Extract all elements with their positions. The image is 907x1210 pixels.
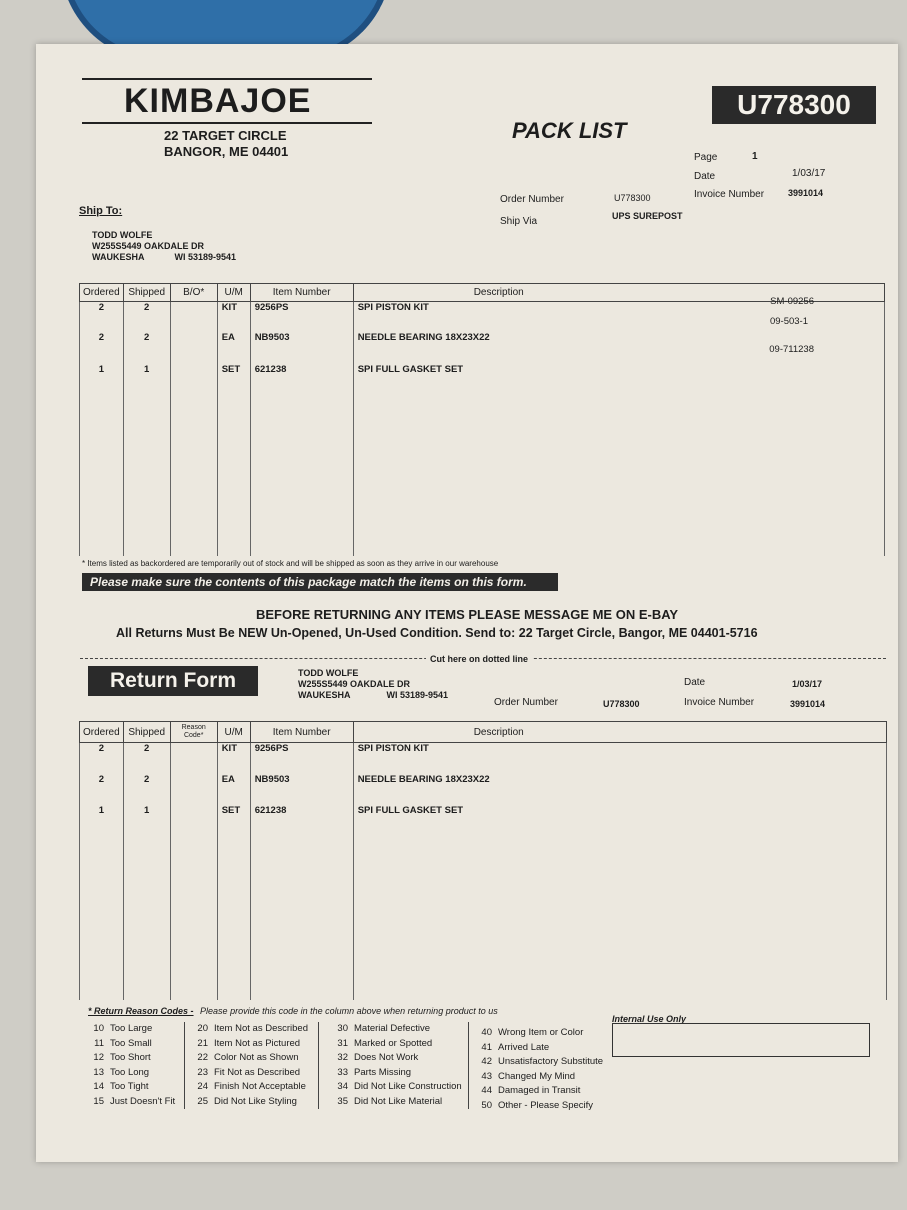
- row-description: SPI PISTON KIT: [353, 743, 886, 774]
- row-ref: 09-503-1: [769, 315, 808, 327]
- reason-code-item: [472, 1055, 622, 1070]
- row-item-number: NB9503: [250, 774, 353, 805]
- reason-code-item: [188, 1022, 318, 1037]
- row-um: KIT: [217, 743, 250, 774]
- reason-code-text: Does Not Work: [354, 1052, 419, 1063]
- row-description: SPI FULL GASKET SET: [353, 805, 886, 1000]
- reason-code-number: 30: [337, 1023, 348, 1034]
- reason-code-item: [84, 1080, 184, 1095]
- row-ref: 09-711238: [769, 343, 814, 355]
- row-description-cell: [353, 343, 884, 556]
- pack-list-table: [79, 283, 885, 556]
- reason-code-item: [84, 1037, 184, 1052]
- reason-codes-title: * Return Reason Codes -: [88, 1006, 194, 1016]
- row-reason-code[interactable]: [170, 774, 217, 805]
- order-number-label: Order Number: [500, 194, 564, 205]
- row-description: NEEDLE BEARING 18X23X22: [357, 331, 490, 343]
- table-row: [80, 743, 887, 774]
- return-invoice-label: Invoice Number: [684, 697, 755, 708]
- table-row: [80, 332, 885, 364]
- row-description: SPI FULL GASKET SET: [357, 363, 464, 375]
- reason-code-item: [472, 1041, 622, 1056]
- ship-to-street: W255S5449 OAKDALE DR: [92, 241, 205, 251]
- row-ordered: 1: [80, 805, 124, 1000]
- returns-notice-line1: BEFORE RETURNING ANY ITEMS PLEASE MESSAGE ME ON E-BAY: [256, 607, 679, 622]
- row-um: KIT: [217, 302, 250, 332]
- return-form-address: [298, 668, 448, 701]
- row-shipped: 1: [123, 805, 170, 1000]
- col-shipped: Shipped: [123, 722, 170, 743]
- reason-code-number: 42: [481, 1056, 492, 1067]
- table-row: [80, 774, 887, 805]
- reason-code-item: [328, 1066, 468, 1081]
- reason-code-text: Too Long: [110, 1066, 150, 1078]
- row-shipped: 2: [123, 302, 170, 332]
- reason-code-number: 50: [481, 1099, 492, 1111]
- reason-code-group: [188, 1022, 319, 1109]
- reason-code-item: [472, 1070, 622, 1085]
- reason-code-number: 24: [197, 1081, 208, 1092]
- reason-code-text: Unsatisfactory Substitute: [498, 1056, 604, 1067]
- return-table: [79, 721, 887, 1000]
- reason-code-item: [328, 1022, 468, 1037]
- row-item-number: 621238: [250, 805, 353, 1000]
- reason-code-item: [472, 1084, 622, 1099]
- col-um: U/M: [217, 722, 250, 743]
- reason-code-number: 44: [481, 1085, 492, 1096]
- reason-code-text: Other - Please Specify: [498, 1099, 594, 1111]
- row-description: NEEDLE BEARING 18X23X22: [353, 774, 886, 805]
- col-bo: B/O*: [170, 284, 217, 302]
- return-form-title: Return Form: [88, 666, 258, 696]
- reason-code-number: 34: [337, 1081, 348, 1092]
- company-address-line1: 22 TARGET CIRCLE: [164, 128, 287, 143]
- reason-code-number: 21: [197, 1037, 208, 1049]
- reason-code-text: Too Short: [110, 1052, 151, 1063]
- invoice-number-label: Invoice Number: [694, 189, 765, 200]
- row-bo: [170, 332, 217, 364]
- reason-codes-heading: [88, 1006, 498, 1016]
- col-shipped: Shipped: [123, 284, 170, 302]
- col-item-number: Item Number: [250, 722, 353, 743]
- reason-code-number: 33: [337, 1066, 348, 1078]
- reason-code-text: Color Not as Shown: [214, 1052, 299, 1063]
- company-address: [164, 128, 288, 160]
- reason-code-item: [328, 1095, 468, 1110]
- date-label: Date: [694, 171, 716, 182]
- row-shipped: 2: [123, 743, 170, 774]
- col-ordered: Ordered: [80, 722, 124, 743]
- reason-code-group: [472, 1026, 622, 1113]
- ship-via-label: Ship Via: [500, 216, 538, 227]
- col-item-number: Item Number: [250, 284, 353, 302]
- reason-code-item: [472, 1026, 622, 1041]
- row-shipped: 1: [123, 364, 170, 556]
- page-label: Page: [694, 152, 718, 163]
- company-logo: KIMBAJOE: [124, 82, 312, 120]
- table-row: [80, 805, 887, 1000]
- row-um: SET: [217, 805, 250, 1000]
- reason-code-item: [472, 1099, 622, 1114]
- reason-code-number: 35: [337, 1095, 348, 1107]
- reason-code-number: 14: [93, 1081, 104, 1092]
- row-ordered: 2: [80, 332, 124, 364]
- company-address-line2: BANGOR, ME 04401: [164, 144, 289, 159]
- reason-code-text: Too Tight: [110, 1081, 149, 1092]
- reason-code-item: [188, 1051, 318, 1066]
- row-reason-code[interactable]: [170, 805, 217, 1000]
- reason-code-number: 11: [94, 1037, 104, 1049]
- return-order-label: Order Number: [494, 697, 558, 708]
- reason-code-item: [188, 1095, 318, 1110]
- return-header-row: [80, 722, 887, 743]
- reason-code-text: Damaged in Transit: [498, 1085, 581, 1096]
- ship-to-name: TODD WOLFE: [92, 230, 153, 240]
- row-item-number: 621238: [250, 364, 353, 556]
- reason-code-text: Changed My Mind: [498, 1070, 576, 1082]
- reason-code-text: Did Not Like Construction: [354, 1081, 462, 1092]
- col-reason-code: Reason Code*: [170, 722, 217, 743]
- ship-via-value: UPS SUREPOST: [612, 211, 683, 221]
- row-reason-code[interactable]: [170, 743, 217, 774]
- reason-code-item: [328, 1051, 468, 1066]
- reason-code-item: [328, 1037, 468, 1052]
- return-date-label: Date: [684, 677, 706, 688]
- reason-code-group: [328, 1022, 469, 1109]
- reason-code-number: 12: [93, 1052, 104, 1063]
- reason-code-text: Material Defective: [354, 1023, 431, 1034]
- internal-use-box: [612, 1023, 870, 1057]
- reason-code-number: 40: [481, 1027, 492, 1038]
- reason-code-text: Did Not Like Styling: [214, 1095, 297, 1107]
- reason-code-number: 13: [93, 1066, 104, 1078]
- logo-rule-bottom: [82, 122, 372, 124]
- reason-codes-table: [84, 1022, 624, 1114]
- date-value: 1/03/17: [792, 168, 826, 179]
- reason-code-text: Too Large: [110, 1023, 153, 1034]
- reason-code-text: Item Not as Described: [214, 1023, 308, 1034]
- pack-list-document: [36, 44, 898, 1162]
- reason-code-text: Fit Not as Described: [214, 1066, 301, 1078]
- returns-notice-line2: All Returns Must Be NEW Un-Opened, Un-Used Condition. Send to: 22 Target Circle, Bangor, ME 04401-5716: [116, 626, 758, 640]
- reason-code-item: [84, 1051, 184, 1066]
- table-row: [80, 364, 885, 556]
- reason-code-item: [328, 1080, 468, 1095]
- row-description: SPI PISTON KIT: [357, 302, 429, 313]
- ship-to-label: Ship To:: [79, 205, 123, 217]
- col-ordered: Ordered: [80, 284, 124, 302]
- reason-code-text: Did Not Like Material: [354, 1095, 443, 1107]
- reason-code-item: [84, 1066, 184, 1081]
- page-value: 1: [752, 151, 758, 162]
- return-state-zip: WI 53189-9541: [386, 690, 449, 700]
- row-um: SET: [217, 364, 250, 556]
- backorder-note: * Items listed as backordered are temporarily out of stock and will be shipped as soon as they arrive in our warehouse: [82, 559, 499, 568]
- ship-to-state-zip: WI 53189-9541: [174, 252, 237, 262]
- row-um: EA: [217, 332, 250, 364]
- reason-code-number: 43: [481, 1070, 492, 1082]
- reason-code-number: 41: [481, 1041, 492, 1053]
- row-ordered: 2: [80, 774, 124, 805]
- row-ordered: 2: [80, 743, 124, 774]
- row-bo: [170, 302, 217, 332]
- reason-code-number: 32: [337, 1052, 348, 1063]
- ship-to-address: [92, 230, 236, 263]
- internal-use-label: Internal Use Only: [612, 1014, 687, 1024]
- reason-code-number: 10: [93, 1023, 104, 1034]
- reason-code-text: Finish Not Acceptable: [214, 1081, 306, 1092]
- reason-code-number: 25: [197, 1095, 208, 1107]
- reason-code-text: Arrived Late: [498, 1041, 550, 1053]
- row-ordered: 1: [80, 364, 124, 556]
- row-ordered: 2: [80, 302, 124, 332]
- reason-code-text: Just Doesn't Fit: [110, 1095, 176, 1107]
- row-shipped: 2: [123, 774, 170, 805]
- return-city: WAUKESHA: [298, 690, 351, 700]
- reason-code-text: Marked or Spotted: [354, 1037, 433, 1049]
- reason-codes-instruction: Please provide this code in the column above when returning product to us: [200, 1006, 498, 1016]
- pack-list-header-row: [80, 284, 885, 302]
- row-um: EA: [217, 774, 250, 805]
- table-row: [80, 302, 885, 332]
- row-item-number: 9256PS: [250, 743, 353, 774]
- reason-code-item: [188, 1066, 318, 1081]
- return-name: TODD WOLFE: [298, 668, 359, 678]
- reason-code-text: Parts Missing: [354, 1066, 412, 1078]
- logo-rule-top: [82, 78, 372, 80]
- order-number-value: U778300: [614, 193, 651, 203]
- col-um: U/M: [217, 284, 250, 302]
- col-description: Description: [353, 722, 886, 743]
- return-order-value: U778300: [603, 699, 640, 709]
- reason-code-text: Wrong Item or Color: [498, 1027, 584, 1038]
- cut-line-label: Cut here on dotted line: [426, 654, 532, 664]
- return-street: W255S5449 OAKDALE DR: [298, 679, 411, 689]
- reason-code-item: [188, 1037, 318, 1052]
- reason-code-text: Too Small: [110, 1037, 152, 1049]
- reason-code-number: 15: [93, 1095, 104, 1107]
- reason-code-item: [188, 1080, 318, 1095]
- reason-code-number: 31: [337, 1037, 348, 1049]
- reason-code-group: [84, 1022, 185, 1109]
- row-ref: SM-09256: [770, 296, 814, 307]
- order-number-badge: U778300: [712, 86, 876, 124]
- ship-to-city: WAUKESHA: [92, 252, 145, 262]
- row-bo: [170, 364, 217, 556]
- col-description: Description: [353, 284, 884, 302]
- reason-code-number: 22: [197, 1052, 208, 1063]
- reason-code-number: 23: [197, 1066, 208, 1078]
- row-item-number: 9256PS: [250, 302, 353, 332]
- row-item-number: NB9503: [250, 332, 353, 364]
- return-date-value: 1/03/17: [792, 679, 823, 689]
- reason-code-text: Item Not as Pictured: [214, 1037, 301, 1049]
- reason-code-number: 20: [197, 1023, 208, 1034]
- row-shipped: 2: [123, 332, 170, 364]
- invoice-number-value: 3991014: [788, 188, 824, 198]
- pack-list-title: PACK LIST: [512, 118, 627, 143]
- match-items-banner: Please make sure the contents of this package match the items on this form.: [82, 573, 558, 591]
- return-invoice-value: 3991014: [790, 699, 826, 709]
- reason-code-item: [84, 1095, 184, 1110]
- reason-code-item: [84, 1022, 184, 1037]
